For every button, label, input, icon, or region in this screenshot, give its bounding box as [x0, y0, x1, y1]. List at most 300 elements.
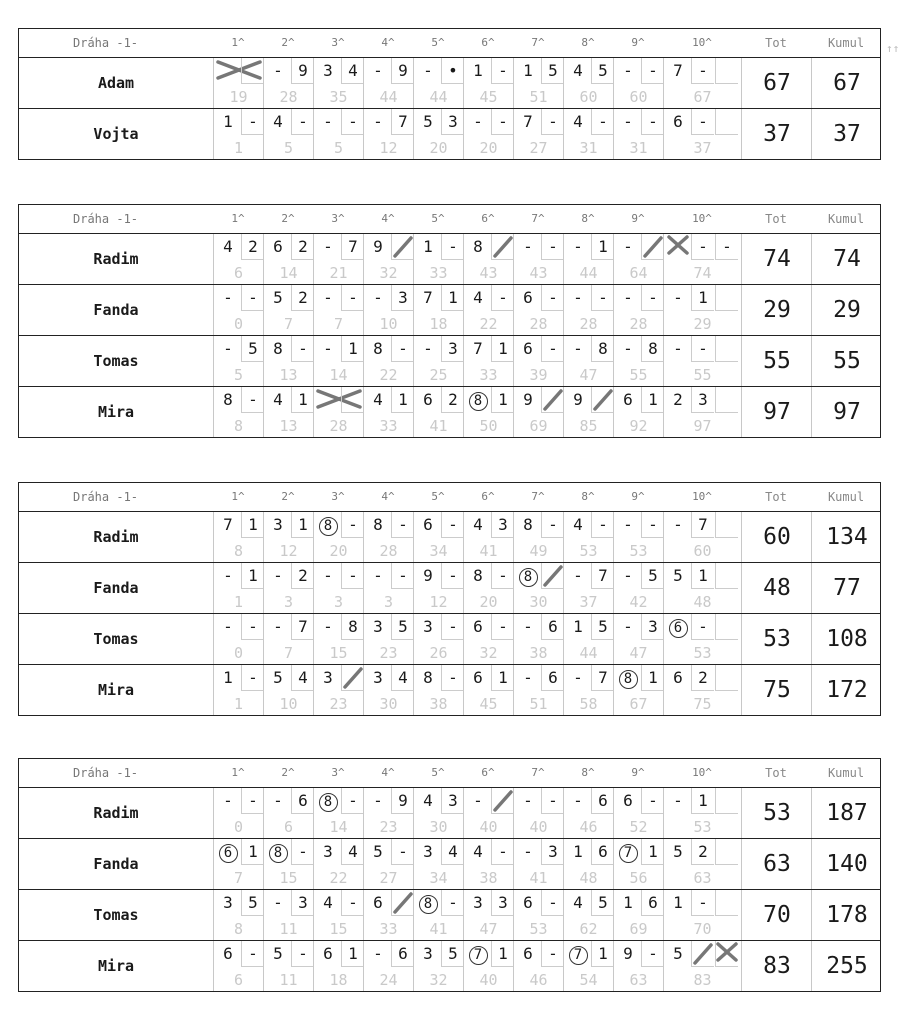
- frame-number-label: 6^: [481, 490, 495, 503]
- cumulative-score: 22: [329, 869, 348, 887]
- frame-cell: [513, 665, 563, 715]
- frame-cell: [313, 336, 363, 386]
- frame-cell: [413, 665, 463, 715]
- frame-cell: [513, 941, 563, 991]
- roll-cell: -: [673, 791, 683, 810]
- roll-cell: -: [573, 791, 583, 810]
- roll-cell: 1: [241, 512, 264, 538]
- frame-cell: [413, 234, 463, 284]
- cumulative-score: 49: [529, 542, 548, 560]
- split-mark: 6: [669, 619, 688, 638]
- cumulative-score: 1: [233, 139, 244, 157]
- cumulative-score: 50: [479, 417, 498, 435]
- roll-cell: 5: [273, 288, 283, 307]
- player-name: Tomas: [93, 906, 139, 924]
- cumulative-score: 27: [379, 869, 398, 887]
- roll-cell: 5: [641, 563, 664, 589]
- frame-number-label: 1^: [231, 490, 245, 503]
- frame-number-label: 7^: [531, 490, 545, 503]
- roll-cell: 6: [591, 839, 614, 865]
- frame-cell: [563, 890, 613, 940]
- player-name: Mira: [97, 403, 135, 421]
- frame-cell: [213, 336, 263, 386]
- cumulative-score: 29: [693, 315, 712, 333]
- roll-cell: 5: [673, 944, 683, 963]
- roll-cell: 5: [373, 842, 383, 861]
- total-score: 37: [741, 109, 812, 159]
- cumulative-score: 83: [693, 971, 712, 989]
- roll-cell: 1: [491, 665, 514, 691]
- cumulative-score: 18: [429, 315, 448, 333]
- table-header: [19, 205, 880, 234]
- roll-cell: 4: [573, 112, 583, 131]
- roll-cell: 2: [441, 387, 464, 413]
- roll-cell: 6: [641, 890, 664, 916]
- score-table: [18, 482, 881, 716]
- frame-cells: [213, 890, 741, 940]
- cumulative-score: 60: [579, 88, 598, 106]
- cumulative-score: 67: [629, 695, 648, 713]
- frame-cell: [463, 563, 513, 613]
- total-score: 83: [741, 941, 812, 991]
- frame-cell: [513, 890, 563, 940]
- roll-cell: -: [391, 563, 414, 589]
- kumulative-score: 140: [811, 839, 882, 889]
- tot-header: Tot: [765, 36, 787, 50]
- roll-cell: 8: [373, 515, 383, 534]
- cumulative-score: 44: [379, 88, 398, 106]
- roll-cell: -: [623, 237, 633, 256]
- frame-number-label: 4^: [381, 766, 395, 779]
- frame-cell: [563, 512, 613, 562]
- cumulative-score: 40: [479, 971, 498, 989]
- roll-cell: 3: [473, 893, 483, 912]
- corner-mark: ↑↑: [886, 42, 900, 55]
- cumulative-score: 41: [479, 542, 498, 560]
- roll-cell: [715, 387, 738, 413]
- frame-cells: [213, 665, 741, 715]
- roll-cell: -: [491, 58, 514, 84]
- roll-cell: -: [341, 285, 364, 311]
- roll-cell: [617, 839, 639, 864]
- frame-cell: [313, 614, 363, 664]
- frame-cell: [413, 387, 463, 437]
- cumulative-score: 42: [629, 593, 648, 611]
- cumulative-score: 10: [379, 315, 398, 333]
- roll-cell: 4: [273, 112, 283, 131]
- roll-cell: 3: [641, 614, 664, 640]
- roll-cell: [641, 234, 664, 260]
- cumulative-score: 8: [233, 417, 244, 435]
- roll-cell: -: [541, 285, 564, 311]
- roll-cell: [715, 58, 738, 84]
- roll-cell: 4: [473, 288, 483, 307]
- frame-cell: [663, 890, 741, 940]
- frame-number-label: 5^: [431, 36, 445, 49]
- frame-cell: [613, 665, 663, 715]
- cumulative-score: 75: [693, 695, 712, 713]
- cumulative-score: 20: [479, 139, 498, 157]
- cumulative-score: 30: [529, 593, 548, 611]
- frame-cell: [363, 563, 413, 613]
- frame-cell: [563, 941, 613, 991]
- frame-cell: [463, 336, 513, 386]
- roll-cell: -: [541, 941, 564, 967]
- frame-number-label: 3^: [331, 766, 345, 779]
- frame-cell: [213, 665, 263, 715]
- cumulative-score: 12: [379, 139, 398, 157]
- roll-cell: 1: [473, 61, 483, 80]
- cumulative-score: 15: [279, 869, 298, 887]
- frame-cells: [213, 614, 741, 664]
- frame-cells: [213, 234, 741, 284]
- cumulative-score: 21: [329, 264, 348, 282]
- frame-cell: [363, 512, 413, 562]
- frame-cell: [563, 563, 613, 613]
- roll-cell: -: [223, 617, 233, 636]
- kumulative-score: 77: [811, 563, 882, 613]
- roll-cell: [691, 941, 714, 967]
- roll-cell: [417, 890, 439, 915]
- total-score: 29: [741, 285, 812, 335]
- frame-cells: [213, 387, 741, 437]
- roll-cell: -: [491, 563, 514, 589]
- roll-cell: 8: [423, 668, 433, 687]
- roll-cell: 4: [441, 839, 464, 865]
- frame-number-label: 8^: [581, 36, 595, 49]
- roll-cell: 1: [591, 941, 614, 967]
- cumulative-score: 44: [429, 88, 448, 106]
- cumulative-score: 1: [233, 593, 244, 611]
- frame-number-label: 1^: [231, 766, 245, 779]
- score-table: [18, 204, 881, 438]
- roll-cell: 9: [423, 566, 433, 585]
- roll-cell: -: [473, 112, 483, 131]
- cumulative-score: 3: [333, 593, 344, 611]
- roll-cell: -: [491, 109, 514, 135]
- cumulative-score: 0: [233, 315, 244, 333]
- roll-cell: [467, 941, 489, 966]
- frame-cell: [463, 839, 513, 889]
- roll-cell: -: [491, 614, 514, 640]
- frame-cell: [463, 234, 513, 284]
- frame-cell: [413, 563, 463, 613]
- roll-cell: -: [641, 109, 664, 135]
- lane-label: Dráha -1-: [73, 490, 139, 504]
- roll-cell: 5: [423, 112, 433, 131]
- roll-cell: -: [341, 890, 364, 916]
- spare-mark: [342, 665, 364, 690]
- cumulative-score: 47: [579, 366, 598, 384]
- cumulative-score: 5: [233, 366, 244, 384]
- frame-cell: [363, 665, 413, 715]
- frame-number-label: 10^: [692, 36, 712, 49]
- roll-cell: 9: [573, 390, 583, 409]
- cumulative-score: 34: [429, 869, 448, 887]
- roll-cell: 7: [291, 614, 314, 640]
- frame-cell: [613, 234, 663, 284]
- roll-cell: 3: [391, 285, 414, 311]
- cumulative-score: 8: [233, 920, 244, 938]
- roll-cell: -: [341, 563, 364, 589]
- roll-cell: [591, 387, 614, 413]
- cumulative-score: 46: [529, 971, 548, 989]
- roll-cell: [391, 890, 414, 916]
- roll-cell: -: [591, 285, 614, 311]
- frame-cell: [363, 285, 413, 335]
- frame-cell: [663, 234, 741, 284]
- frame-number-label: 3^: [331, 212, 345, 225]
- roll-cell: 1: [673, 893, 683, 912]
- roll-cell: 8: [473, 237, 483, 256]
- spare-mark: [542, 563, 564, 588]
- roll-cell: 3: [423, 842, 433, 861]
- frame-cells: [213, 941, 741, 991]
- roll-cell: 1: [423, 237, 433, 256]
- cumulative-score: 31: [579, 139, 598, 157]
- frame-cell: [363, 941, 413, 991]
- spare-mark: [392, 890, 414, 915]
- cumulative-score: 33: [479, 366, 498, 384]
- frame-cell: [363, 614, 413, 664]
- frame-cell: [213, 614, 263, 664]
- frame-cell: [313, 387, 363, 437]
- frame-cells: [213, 563, 741, 613]
- frame-cell: [463, 109, 513, 159]
- roll-cell: -: [473, 791, 483, 810]
- frame-cell: [313, 890, 363, 940]
- frame-number-label: 10^: [692, 766, 712, 779]
- roll-cell: 5: [391, 614, 414, 640]
- total-score: 67: [741, 58, 812, 108]
- cumulative-score: 70: [693, 920, 712, 938]
- player-name: Fanda: [93, 855, 139, 873]
- roll-cell: 9: [391, 788, 414, 814]
- roll-cell: -: [523, 617, 533, 636]
- roll-cell: 3: [273, 515, 283, 534]
- roll-cell: -: [441, 665, 464, 691]
- roll-cell: 2: [673, 390, 683, 409]
- roll-cell: 7: [591, 563, 614, 589]
- roll-cell: 2: [691, 665, 714, 691]
- frame-cell: [263, 941, 313, 991]
- roll-cell: 9: [291, 58, 314, 84]
- cumulative-score: 53: [693, 644, 712, 662]
- total-score: 97: [741, 387, 812, 437]
- kumulative-score: 67: [811, 58, 882, 108]
- roll-cell: 3: [691, 387, 714, 413]
- roll-cell: [715, 614, 738, 640]
- cumulative-score: 33: [379, 920, 398, 938]
- roll-cell: 5: [273, 944, 283, 963]
- cumulative-score: 13: [279, 417, 298, 435]
- lane-label: Dráha -1-: [73, 766, 139, 780]
- roll-cell: 5: [541, 58, 564, 84]
- roll-cell: -: [391, 839, 414, 865]
- cumulative-score: 28: [579, 315, 598, 333]
- frame-cell: [513, 512, 563, 562]
- frame-number-label: 10^: [692, 490, 712, 503]
- roll-cell: -: [591, 109, 614, 135]
- tot-header: Tot: [765, 212, 787, 226]
- roll-cell: -: [423, 339, 433, 358]
- roll-cell: 6: [623, 791, 633, 810]
- frame-number-label: 9^: [631, 36, 645, 49]
- frame-cells: [213, 788, 741, 838]
- roll-cell: [217, 839, 239, 864]
- cumulative-score: 40: [479, 818, 498, 836]
- frame-cell: [463, 285, 513, 335]
- spare-mark: [542, 387, 564, 412]
- player-name: Tomas: [93, 352, 139, 370]
- player-name: Mira: [97, 681, 135, 699]
- frame-cell: [513, 234, 563, 284]
- roll-cell: -: [241, 788, 264, 814]
- roll-cell: 5: [591, 614, 614, 640]
- frame-number-label: 6^: [481, 36, 495, 49]
- split-mark: 7: [619, 844, 638, 863]
- roll-cell: -: [541, 234, 564, 260]
- frame-cell: [613, 614, 663, 664]
- roll-cell: 9: [391, 58, 414, 84]
- roll-cell: 6: [673, 668, 683, 687]
- cumulative-score: 44: [579, 644, 598, 662]
- roll-cell: -: [673, 339, 683, 358]
- roll-cell: 4: [291, 665, 314, 691]
- roll-cell: 1: [223, 668, 233, 687]
- roll-cell: -: [341, 512, 364, 538]
- roll-cell: 8: [341, 614, 364, 640]
- cumulative-score: 33: [379, 417, 398, 435]
- roll-cell: -: [691, 890, 714, 916]
- roll-cell: 1: [441, 285, 464, 311]
- roll-cell: 1: [573, 617, 583, 636]
- roll-cell: -: [691, 109, 714, 135]
- cumulative-score: 1: [233, 695, 244, 713]
- roll-cell: 3: [423, 617, 433, 636]
- roll-cell: 8: [641, 336, 664, 362]
- roll-cell: 2: [241, 234, 264, 260]
- frame-number-label: 4^: [381, 36, 395, 49]
- roll-cell: -: [341, 109, 364, 135]
- roll-cell: 6: [423, 515, 433, 534]
- roll-cell: 3: [291, 890, 314, 916]
- frame-cell: [213, 941, 263, 991]
- cumulative-score: 23: [329, 695, 348, 713]
- roll-cell: -: [623, 339, 633, 358]
- roll-cell: 4: [373, 390, 383, 409]
- cumulative-score: 48: [579, 869, 598, 887]
- frame-cell: [513, 58, 563, 108]
- frame-cell: [363, 109, 413, 159]
- frame-cell: [313, 234, 363, 284]
- kumul-header: Kumul: [827, 490, 865, 504]
- roll-cell: -: [573, 288, 583, 307]
- cumulative-score: 14: [329, 366, 348, 384]
- frame-number-label: 9^: [631, 766, 645, 779]
- player-row: [19, 890, 880, 941]
- frame-number-label: 5^: [431, 212, 445, 225]
- roll-cell: 7: [223, 515, 233, 534]
- roll-cell: 1: [391, 387, 414, 413]
- cumulative-score: 12: [429, 593, 448, 611]
- roll-cell: -: [291, 109, 314, 135]
- frame-number-label: 3^: [331, 36, 345, 49]
- frame-cell: [413, 788, 463, 838]
- roll-cell: 1: [523, 61, 533, 80]
- cumulative-score: 34: [429, 542, 448, 560]
- kumulative-score: 187: [811, 788, 882, 838]
- frame-cell: [213, 387, 263, 437]
- frame-cell: [213, 512, 263, 562]
- cumulative-score: 47: [629, 644, 648, 662]
- frame-cell: [663, 839, 741, 889]
- roll-cell: -: [573, 339, 583, 358]
- frame-cells: [213, 285, 741, 335]
- cumulative-score: 31: [629, 139, 648, 157]
- frame-cells: [213, 839, 741, 889]
- frame-cell: [663, 109, 741, 159]
- frame-cell: [263, 665, 313, 715]
- roll-cell: 6: [541, 614, 564, 640]
- cumulative-score: 41: [429, 920, 448, 938]
- cumulative-score: 26: [429, 644, 448, 662]
- roll-cell: 1: [491, 336, 514, 362]
- frame-cell: [313, 563, 363, 613]
- frame-cell: [663, 512, 741, 562]
- roll-cell: 3: [323, 61, 333, 80]
- frame-cell: [563, 336, 613, 386]
- cumulative-score: 51: [529, 695, 548, 713]
- frame-cell: [513, 839, 563, 889]
- roll-cell: 4: [573, 61, 583, 80]
- split-mark: 8: [269, 844, 288, 863]
- table-header: [19, 29, 880, 58]
- roll-cell: -: [573, 566, 583, 585]
- player-name: Radim: [93, 804, 139, 822]
- cumulative-score: 44: [579, 264, 598, 282]
- cumulative-score: 11: [279, 920, 298, 938]
- roll-cell: 7: [473, 339, 483, 358]
- roll-cell: -: [291, 839, 314, 865]
- roll-cell: 6: [473, 617, 483, 636]
- roll-cell: 7: [591, 665, 614, 691]
- cumulative-score: 14: [329, 818, 348, 836]
- player-row: [19, 336, 880, 387]
- cumulative-score: 8: [233, 542, 244, 560]
- cumulative-score: 7: [333, 315, 344, 333]
- cumulative-score: 54: [579, 971, 598, 989]
- cumulative-score: 43: [529, 264, 548, 282]
- frame-cell: [663, 563, 741, 613]
- roll-cell: -: [641, 788, 664, 814]
- frame-cell: [463, 890, 513, 940]
- roll-cell: -: [673, 288, 683, 307]
- roll-cell: [541, 387, 564, 413]
- roll-cell: 1: [291, 387, 314, 413]
- cumulative-score: 53: [529, 920, 548, 938]
- tot-header: Tot: [765, 766, 787, 780]
- roll-cell: 9: [523, 390, 533, 409]
- frame-cell: [313, 839, 363, 889]
- roll-cell: 7: [391, 109, 414, 135]
- roll-cell: -: [541, 109, 564, 135]
- roll-cell: [715, 336, 738, 362]
- player-row: [19, 387, 880, 437]
- player-row: [19, 839, 880, 890]
- frame-number-label: 8^: [581, 766, 595, 779]
- frame-cell: [513, 788, 563, 838]
